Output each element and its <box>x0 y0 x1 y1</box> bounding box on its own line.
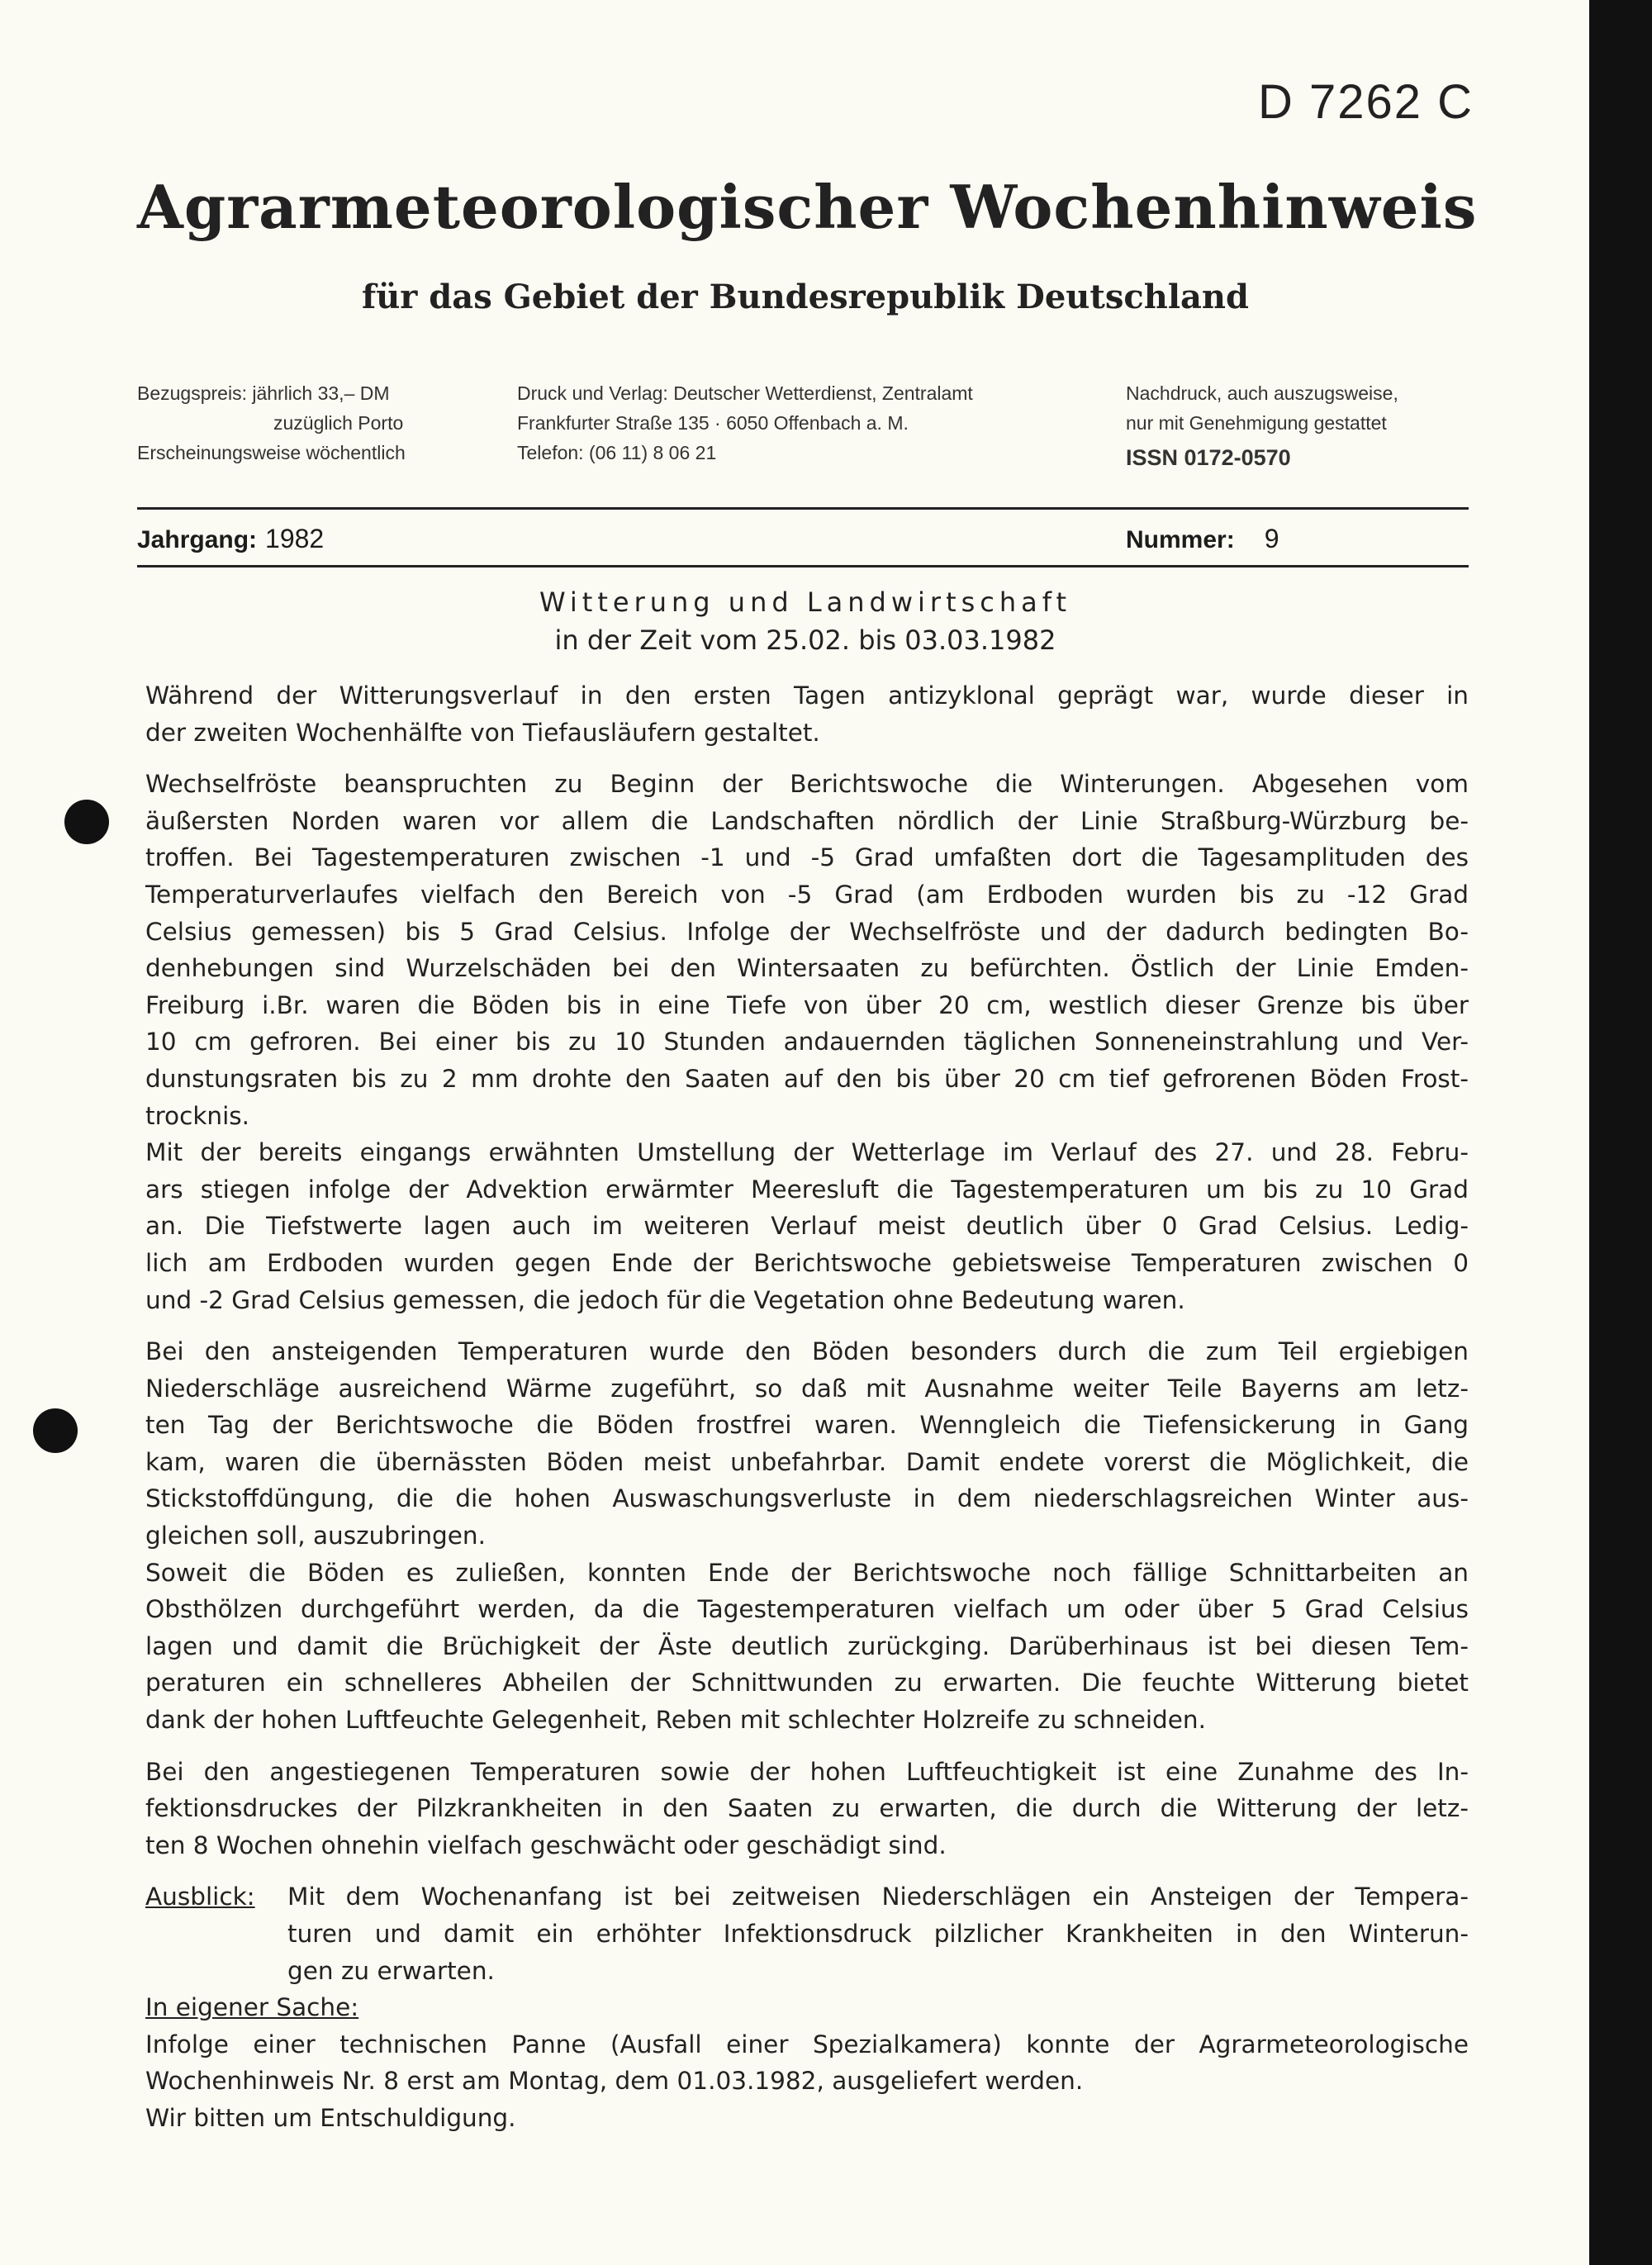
page-title: Agrarmeteorologischer Wochenhinweis <box>137 172 1478 242</box>
section-period: in der Zeit vom 25.02. bis 03.03.1982 <box>554 624 1056 656</box>
text-line: äußersten Norden waren vor allem die Landschaften nördlich der Linie Straßburg-Würzburg be- <box>145 806 1469 835</box>
publisher-phone: Telefon: (06 11) 8 06 21 <box>517 442 717 463</box>
section-heading <box>0 583 1611 659</box>
text-line: Wechselfröste beanspruchten zu Beginn der Berichtswoche die Winterungen. Abgesehen vom <box>145 770 1469 799</box>
notice-heading: In eigener Sache: <box>145 1993 359 2022</box>
text-line: Wochenhinweis Nr. 8 erst am Montag, dem 01.03.1982, ausgeliefert werden. <box>145 2067 1084 2096</box>
document-code: D 7262 C <box>1257 75 1474 129</box>
text-line: Stickstoffdüngung, die die hohen Auswaschungsverluste in dem niederschlagsreichen Winter aus- <box>145 1484 1469 1513</box>
year-value: 1982 <box>265 524 325 553</box>
text-line: Mit der bereits eingangs erwähnten Umstellung der Wetterlage im Verlauf des 27. und 28. Febru- <box>145 1138 1469 1167</box>
paragraph-3 <box>145 1333 1469 1739</box>
punch-hole-top <box>64 800 109 844</box>
notice-section <box>145 1989 1469 2136</box>
text-line: dunstungsraten bis zu 2 mm drohte den Saaten auf den bis über 20 cm tief gefrorenen Böden Frost- <box>145 1064 1469 1093</box>
subscription-info <box>137 378 406 468</box>
reprint-info <box>1126 378 1398 472</box>
text-line: ars stiegen infolge der Advektion erwärmter Meeresluft die Tagestemperaturen um bis zu 10 Grad <box>145 1175 1469 1204</box>
postage-line: zuzüglich Porto <box>273 412 404 434</box>
reprint-line-2: nur mit Genehmigung gestattet <box>1126 412 1387 434</box>
text-line: an. Die Tiefstwerte lagen auch im weiteren Verlauf meist deutlich über 0 Grad Celsius. Ledig- <box>145 1212 1469 1241</box>
text-line: kam, waren die übernässten Böden meist unbefahrbar. Damit endete vorerst die Möglichkeit, die <box>145 1447 1469 1476</box>
text-line: Obsthölzen durchgeführt werden, da die Tagestemperaturen vielfach um oder über 5 Grad Celsius <box>145 1595 1469 1624</box>
number-value: 9 <box>1264 524 1279 553</box>
number-label: Nummer: <box>1126 526 1235 553</box>
text-line: Freiburg i.Br. waren die Böden bis in eine Tiefe von über 20 cm, westlich dieser Grenze bis über <box>145 990 1469 1019</box>
text-line: Während der Witterungsverlauf in den ersten Tagen antizyklonal geprägt war, wurde dieser in <box>145 681 1469 710</box>
text-line: fektionsdruckes der Pilzkrankheiten in den Saaten zu erwarten, die durch die Witterung der letz- <box>145 1794 1469 1823</box>
publisher-address: Frankfurter Straße 135 · 6050 Offenbach a. M. <box>517 412 909 434</box>
text-line: gen zu erwarten. <box>287 1956 495 1985</box>
section-title: Witterung und Landwirtschaft <box>539 586 1072 618</box>
year-field <box>137 524 324 554</box>
year-label: Jahrgang: <box>137 526 258 553</box>
text-line: ten Tag der Berichtswoche die Böden frostfrei waren. Wenngleich die Tiefensickerung in Gang <box>145 1411 1469 1440</box>
text-line: troffen. Bei Tagestemperaturen zwischen -1 und -5 Grad umfaßten dort die Tagesamplituden des <box>145 843 1469 872</box>
text-line: Mit dem Wochenanfang ist bei zeitweisen Niederschlägen ein Ansteigen der Tempera- <box>287 1883 1469 1911</box>
punch-hole-bottom <box>33 1408 78 1453</box>
paragraph-1 <box>145 677 1469 751</box>
text-line: Bei den angestiegenen Temperaturen sowie der hohen Luftfeuchtigkeit ist eine Zunahme des In- <box>145 1757 1469 1786</box>
page-subtitle: für das Gebiet der Bundesrepublik Deutschland <box>362 278 1249 316</box>
text-line: Celsius gemessen) bis 5 Grad Celsius. Infolge der Wechselfröste und der dadurch bedingten Bo- <box>145 917 1469 946</box>
text-line: peraturen ein schnelleres Abheilen der Schnittwunden zu erwarten. Die feuchte Witterung bietet <box>145 1669 1469 1698</box>
outlook-text <box>287 1878 1469 1989</box>
divider-bottom <box>137 565 1469 567</box>
text-line: Bei den ansteigenden Temperaturen wurde den Böden besonders durch die zum Teil ergiebigen <box>145 1337 1469 1366</box>
text-line: trocknis. <box>145 1101 250 1130</box>
report-body <box>145 677 1469 2137</box>
text-line: turen und damit ein erhöhter Infektionsdruck pilzlicher Krankheiten in den Winterun- <box>287 1920 1469 1948</box>
outlook-label: Ausblick: <box>145 1883 255 1911</box>
text-line: und -2 Grad Celsius gemessen, die jedoch für die Vegetation ohne Bedeutung waren. <box>145 1285 1185 1314</box>
divider-top <box>137 507 1469 510</box>
publisher-info <box>517 378 973 468</box>
publisher-line: Druck und Verlag: Deutscher Wetterdienst, Zentralamt <box>517 382 973 404</box>
page-edge <box>1589 0 1652 2265</box>
text-line: lich am Erdboden wurden gegen Ende der Berichtswoche gebietsweise Temperaturen zwischen 0 <box>145 1248 1469 1277</box>
text-line: Soweit die Böden es zuließen, konnten Ende der Berichtswoche noch fällige Schnittarbeiten an <box>145 1558 1469 1587</box>
text-line: 10 cm gefroren. Bei einer bis zu 10 Stunden andauernden täglichen Sonneneinstrahlung und Ver- <box>145 1028 1469 1057</box>
number-field <box>1126 524 1279 554</box>
outlook-section <box>145 1878 1469 1989</box>
paragraph-2 <box>145 766 1469 1318</box>
text-line: Wir bitten um Entschuldigung. <box>145 2103 516 2132</box>
text-line: Infolge einer technischen Panne (Ausfall einer Spezialkamera) konnte der Agrarmeteorologische <box>145 2030 1469 2058</box>
text-line: gleichen soll, auszubringen. <box>145 1522 486 1550</box>
price-line: Bezugspreis: jährlich 33,– DM <box>137 382 390 404</box>
text-line: Niederschläge ausreichend Wärme zugeführt, so daß mit Ausnahme weiter Teile Bayerns am letz- <box>145 1374 1469 1403</box>
text-line: dank der hohen Luftfeuchte Gelegenheit, Reben mit schlechter Holzreife zu schneiden. <box>145 1706 1206 1735</box>
text-line: der zweiten Wochenhälfte von Tiefausläufern gestaltet. <box>145 718 820 747</box>
text-line: Temperaturverlaufes vielfach den Bereich von -5 Grad (am Erdboden wurden bis zu -12 Grad <box>145 880 1469 909</box>
reprint-line-1: Nachdruck, auch auszugsweise, <box>1126 382 1398 404</box>
frequency-line: Erscheinungsweise wöchentlich <box>137 442 406 463</box>
text-line: ten 8 Wochen ohnehin vielfach geschwächt oder geschädigt sind. <box>145 1831 947 1859</box>
text-line: denhebungen sind Wurzelschäden bei den Wintersaaten zu befürchten. Östlich der Linie Emden- <box>145 954 1469 983</box>
text-line: lagen und damit die Brüchigkeit der Äste deutlich zurückging. Darüberhinaus ist bei diesen Tem- <box>145 1631 1469 1660</box>
issn: ISSN 0172-0570 <box>1126 445 1291 470</box>
paragraph-4 <box>145 1754 1469 1864</box>
